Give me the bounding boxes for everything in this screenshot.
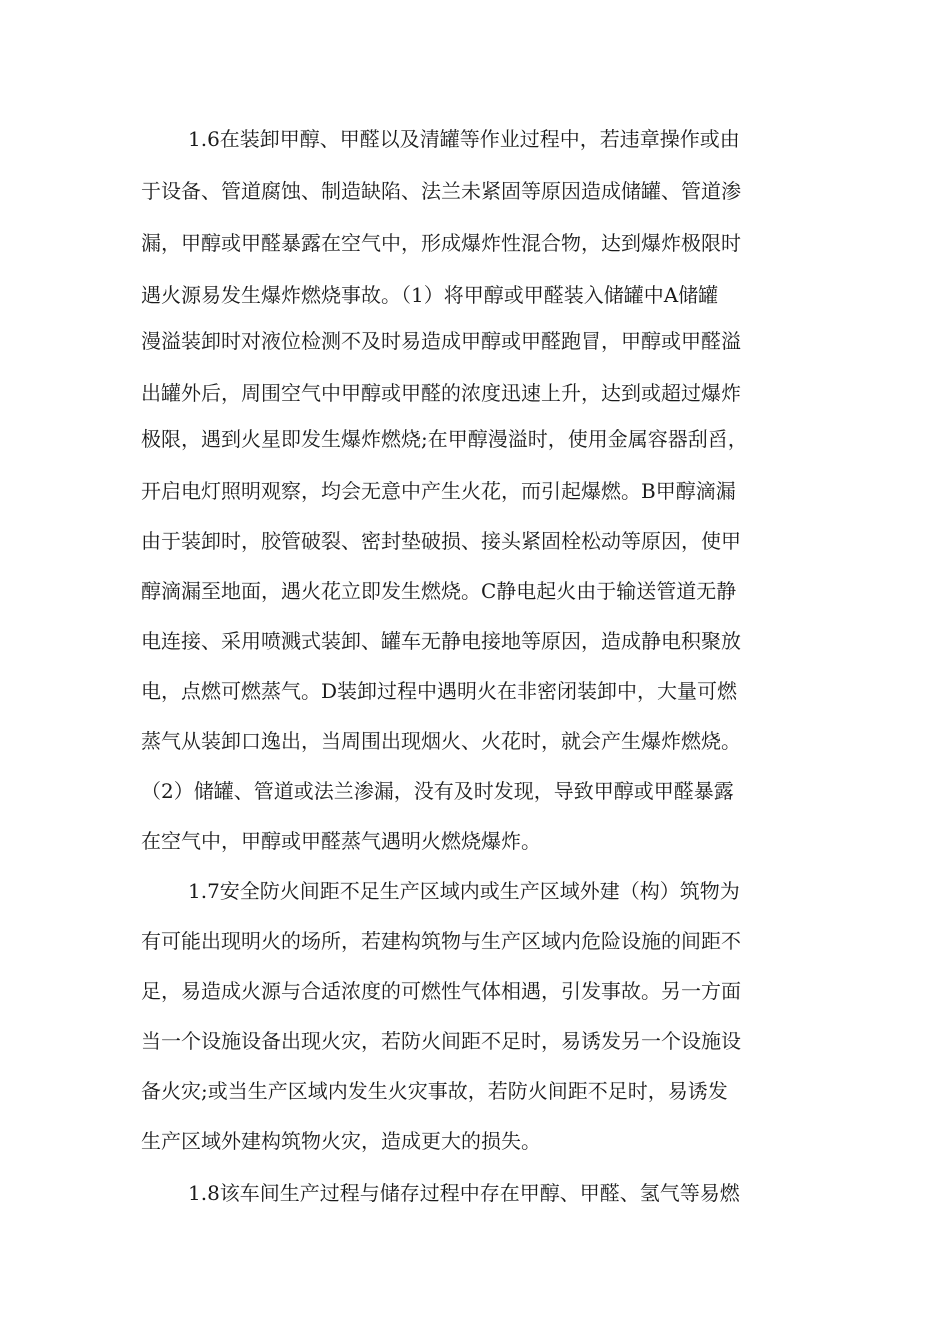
paragraph-1-6-line: 漫溢装卸时对液位检测不及时易造成甲醇或甲醛跑冒，甲醇或甲醛溢 [141,329,741,353]
paragraph-1-7-line: 生产区域外建构筑物火灾，造成更大的损失。 [141,1129,541,1153]
paragraph-1-7-line: 备火灾;或当生产区域内发生火灾事故，若防火间距不足时，易诱发 [141,1079,728,1103]
paragraph-1-7-line: 足，易造成火源与合适浓度的可燃性气体相遇，引发事故。另一方面 [141,979,741,1003]
paragraph-1-6-line: 开启电灯照明观察，均会无意中产生火花，而引起爆燃。B甲醇滴漏 [141,479,736,503]
paragraph-1-6-line: 漏，甲醇或甲醛暴露在空气中，形成爆炸性混合物，达到爆炸极限时 [141,231,741,255]
paragraph-1-6-line: 1.6在装卸甲醇、甲醛以及清罐等作业过程中，若违章操作或由 [188,127,740,151]
paragraph-1-6-line: 极限，遇到火星即发生爆炸燃烧;在甲醇漫溢时，使用金属容器刮舀， [141,427,748,451]
paragraph-1-7-line: 有可能出现明火的场所，若建构筑物与生产区域内危险设施的间距不 [141,929,741,953]
paragraph-1-6-line: 电连接、采用喷溅式装卸、罐车无静电接地等原因，造成静电积聚放 [141,629,741,653]
body-text [141,0,811,1344]
paragraph-1-7-line: 1.7安全防火间距不足生产区域内或生产区域外建（构）筑物为 [188,879,740,903]
paragraph-1-6-line: 电，点燃可燃蒸气。D装卸过程中遇明火在非密闭装卸中，大量可燃 [141,679,738,703]
paragraph-1-6-line: 于设备、管道腐蚀、制造缺陷、法兰未紧固等原因造成储罐、管道渗 [141,179,741,203]
paragraph-1-6-line: 由于装卸时，胶管破裂、密封垫破损、接头紧固栓松动等原因，使甲 [141,529,741,553]
paragraph-1-6-line: 蒸气从装卸口逸出，当周围出现烟火、火花时，就会产生爆炸燃烧。 [141,729,741,753]
paragraph-1-6-line: 醇滴漏至地面，遇火花立即发生燃烧。C静电起火由于输送管道无静 [141,579,737,603]
paragraph-1-6-line: 在空气中，甲醇或甲醛蒸气遇明火燃烧爆炸。 [141,829,541,853]
paragraph-1-6-line: 出罐外后，周围空气中甲醇或甲醛的浓度迅速上升，达到或超过爆炸 [141,381,741,405]
paragraph-1-7-line: 当一个设施设备出现火灾，若防火间距不足时，易诱发另一个设施设 [141,1029,741,1053]
paragraph-1-8-line: 1.8该车间生产过程与储存过程中存在甲醇、甲醛、氢气等易燃 [188,1181,740,1205]
paragraph-1-6-line: （2）储罐、管道或法兰渗漏，没有及时发现，导致甲醇或甲醛暴露 [141,779,734,803]
paragraph-1-6-line: 遇火源易发生爆炸燃烧事故。（1）将甲醇或甲醛装入储罐中A储罐 [141,283,719,307]
